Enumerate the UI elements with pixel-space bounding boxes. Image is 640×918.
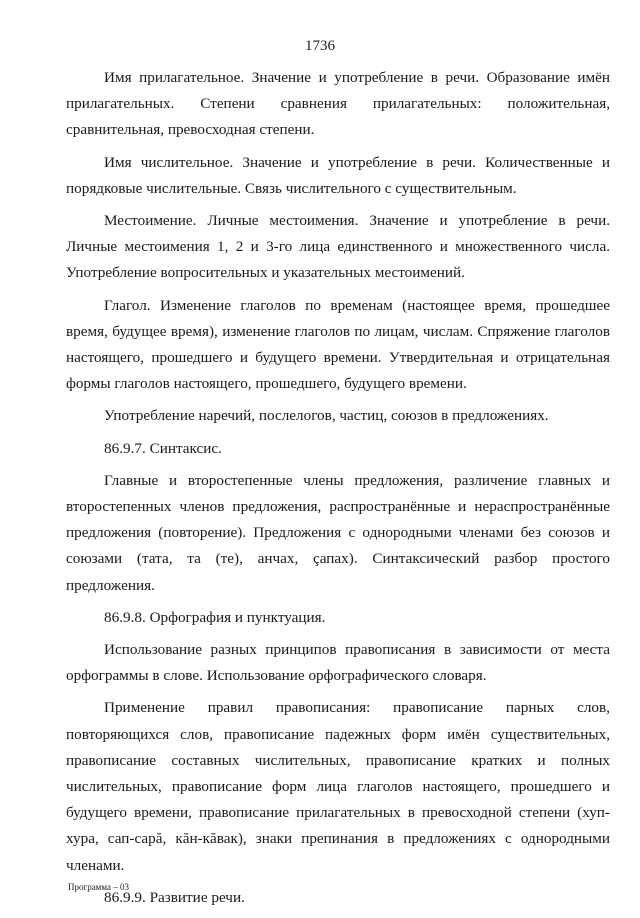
paragraph-syntax: Главные и второстепенные члены предложения, различение главных и второстепенных членов предложения, распространённые и нераспространённые предложения (повторение). Предложения с однородными членами без союзов и союзами (тата, та (те), анчах, çапах). Синтаксический разбор простого предложения. bbox=[66, 471, 610, 594]
section-heading-syntax: 86.9.7. Синтаксис. bbox=[104, 439, 222, 457]
paragraph-orthography-principles: Использование разных принципов правописания в зависимости от места орфограммы в слове. Использование орфографического словаря. bbox=[66, 641, 610, 685]
section-heading-speech: 86.9.9. Развитие речи. bbox=[104, 888, 245, 906]
page-number: 1736 bbox=[305, 38, 335, 54]
paragraph-verb: Глагол. Изменение глаголов по временам (настоящее время, прошедшее время, будущее время), изменение глаголов по лицам, числам. Спряжение глаголов настоящего, прошедшего и будущего времени. Утвердительная и отрицательная формы глаголов настоящего, прошедшего, будущего времени. bbox=[66, 296, 610, 393]
paragraph-orthography-rules: Применение правил правописания: правописание парных слов, повторяющихся слов, правописание падежных форм имён существительных, правописание составных числительных, правописание кратких и полных числительных, правописание форм лица глаголов настоящего, прошедшего и будущего времени, правописание прилагательных в превосходной степени (хуп-хура, сап-сарă, кăн-кăвак), знаки препинания в предложениях с однородными членами. bbox=[66, 699, 610, 874]
paragraph-adverbs: Употребление наречий, послелогов, частиц, союзов в предложениях. bbox=[104, 407, 549, 425]
paragraph-adjective: Имя прилагательное. Значение и употребление в речи. Образование имён прилагательных. Степени сравнения прилагательных: положительная, сравнительная, превосходная степени. bbox=[66, 69, 610, 139]
document-body bbox=[66, 65, 610, 917]
paragraph-numeral: Имя числительное. Значение и употребление в речи. Количественные и порядковые числительные. Связь числительного с существительным. bbox=[66, 153, 610, 197]
paragraph-pronoun: Местоимение. Личные местоимения. Значение и употребление в речи. Личные местоимения 1, 2 и 3-го лица единственного и множественного числа. Употребление вопросительных и указательных местоимений. bbox=[66, 212, 610, 282]
footer-program-label: Программа – 03 bbox=[68, 882, 130, 892]
section-heading-orthography: 86.9.8. Орфография и пунктуация. bbox=[104, 608, 326, 626]
